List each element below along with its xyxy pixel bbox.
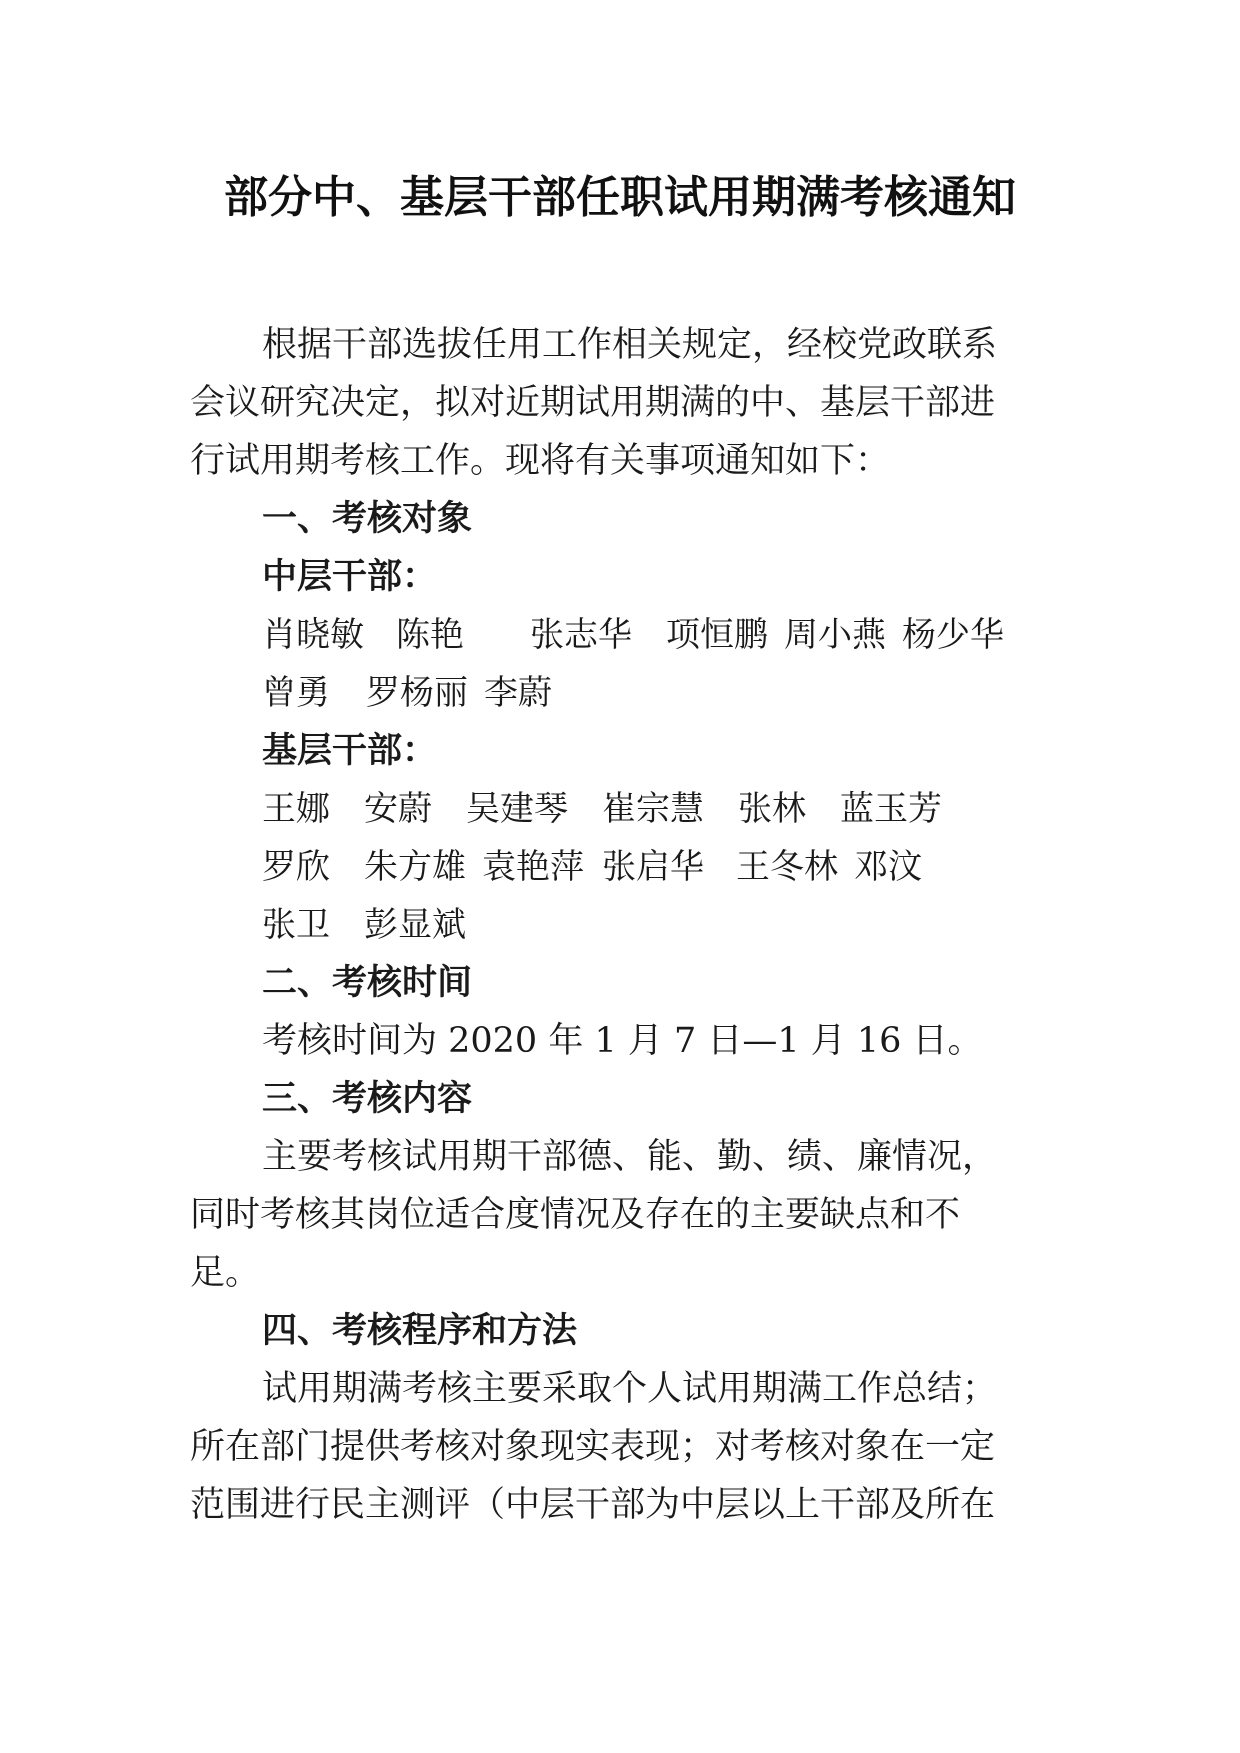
name-item: 吴建琴 <box>466 789 568 829</box>
name-item: 邓汶 <box>854 847 922 887</box>
document-body <box>190 316 1052 1534</box>
name-item: 张志华 <box>530 615 632 655</box>
name-item: 张林 <box>738 789 806 829</box>
section-2-heading: 二、考核时间 <box>262 963 473 1003</box>
section-3-heading: 三、考核内容 <box>262 1079 473 1119</box>
section-3-line-1: 主要考核试用期干部德、能、勤、绩、廉情况， <box>262 1137 998 1177</box>
middle-names-line-2 <box>190 664 1052 722</box>
basic-names-line-1 <box>190 780 1052 838</box>
section-3-line-3: 足。 <box>190 1253 261 1293</box>
name-item: 蓝玉芳 <box>840 789 942 829</box>
basic-names-line-2 <box>190 838 1052 896</box>
name-item: 李蔚 <box>484 673 552 713</box>
document-title: 部分中、基层干部任职试用期满考核通知 <box>224 172 1016 223</box>
name-item: 项恒鹏 <box>666 615 768 655</box>
section-4-line-2: 所在部门提供考核对象现实表现；对考核对象在一定 <box>190 1427 996 1467</box>
name-item: 罗杨丽 <box>366 673 468 713</box>
name-item: 王娜 <box>262 789 330 829</box>
name-item: 罗欣 <box>262 847 330 887</box>
name-item: 袁艳萍 <box>482 847 584 887</box>
section-4-line-3: 范围进行民主测评（中层干部为中层以上干部及所在 <box>190 1485 996 1525</box>
basic-names-line-3 <box>190 896 1052 954</box>
name-item: 张启华 <box>602 847 704 887</box>
middle-cadre-label: 中层干部： <box>262 557 438 597</box>
intro-line-2: 会议研究决定，拟对近期试用期满的中、基层干部进 <box>190 383 996 423</box>
name-item: 陈艳 <box>396 615 464 655</box>
name-item: 周小燕 <box>784 615 886 655</box>
section-4-line-1: 试用期满考核主要采取个人试用期满工作总结； <box>262 1369 998 1409</box>
name-item: 彭显斌 <box>364 905 466 945</box>
name-item: 杨少华 <box>902 615 1004 655</box>
name-item: 肖晓敏 <box>262 615 364 655</box>
intro-line-3: 行试用期考核工作。现将有关事项通知如下： <box>190 441 891 481</box>
name-item: 朱方雄 <box>364 847 466 887</box>
name-item: 张卫 <box>262 905 330 945</box>
section-2-text: 考核时间为 2020 年 1 月 7 日—1 月 16 日。 <box>262 1021 983 1061</box>
section-4-heading: 四、考核程序和方法 <box>262 1311 578 1351</box>
section-1-heading: 一、考核对象 <box>262 499 473 539</box>
section-3-line-2: 同时考核其岗位适合度情况及存在的主要缺点和不 <box>190 1195 961 1235</box>
name-item: 王冬林 <box>736 847 838 887</box>
intro-line-1: 根据干部选拔任用工作相关规定，经校党政联系 <box>262 325 998 365</box>
name-item: 安蔚 <box>364 789 432 829</box>
middle-names-line-1 <box>190 606 1052 664</box>
name-item: 曾勇 <box>262 673 330 713</box>
basic-cadre-label: 基层干部： <box>262 731 438 771</box>
name-item: 崔宗慧 <box>602 789 704 829</box>
